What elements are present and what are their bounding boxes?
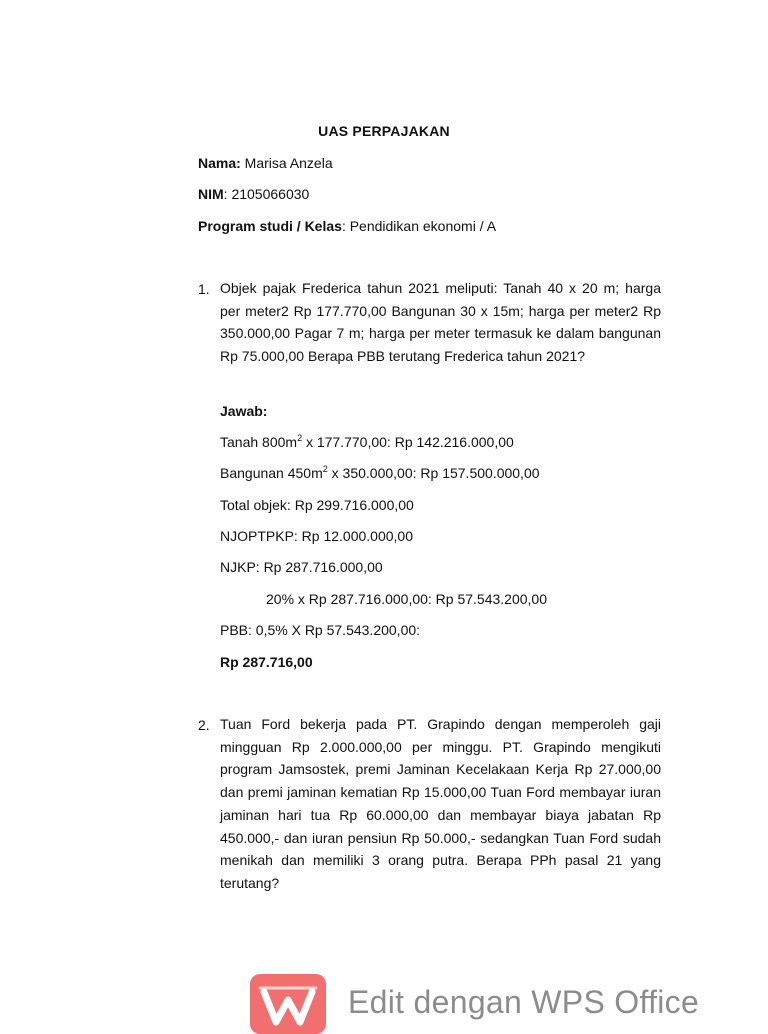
bangunan-prefix: Bangunan 450m <box>220 465 323 481</box>
question-1-text: Objek pajak Frederica tahun 2021 meliputi: Tanah 40 x 20 m; harga per meter2 Rp 177.770,00 Bangunan 30 x 15m; harga per meter2 Rp 350.000,00 Pagar 7 m; harga per meter termasuk ke dalam bangunan Rp 75.000,00 Berapa PBB terutang Frederica tahun 2021? <box>220 280 661 365</box>
student-nim-line <box>198 186 309 202</box>
question-2-text: Tuan Ford bekerja pada PT. Grapindo dengan memperoleh gaji mingguan Rp 2.000.000,00 per minggu. PT. Grapindo mengikuti program Jamsostek, premi Jaminan Kecelakaan Kerja Rp 27.000,00 dan premi jaminan kematian Rp 15.000,00 Tuan Ford membayar iuran jaminan hari tua Rp 60.000,00 dan membayar biaya jabatan Rp 450.000,- dan iuran pensiun Rp 50.000,- sedangkan Tuan Ford sudah menikah dan memiliki 3 orang putra. Berapa PPh pasal 21 yang terutang? <box>220 716 661 891</box>
answer-bangunan <box>220 465 540 481</box>
name-value: Marisa Anzela <box>240 155 333 171</box>
answer-tanah <box>220 434 514 450</box>
tanah-sup: 2 <box>297 433 303 443</box>
wps-office-banner[interactable] <box>250 972 730 1032</box>
program-value: : Pendidikan ekonomi / A <box>341 218 497 234</box>
tanah-suffix: x 177.770,00: Rp 142.216.000,00 <box>302 434 514 450</box>
bangunan-suffix: x 350.000,00: Rp 157.500.000,00 <box>327 465 540 481</box>
answer-njoptkp: NJOPTPKP: Rp 12.000.000,00 <box>220 528 413 544</box>
answer-result: Rp 287.716,00 <box>220 654 313 670</box>
wps-logo-icon[interactable] <box>250 974 326 1034</box>
answer-njkp-calc: 20% x Rp 287.716.000,00: Rp 57.543.200,00 <box>266 591 547 607</box>
answer-pbb: PBB: 0,5% X Rp 57.543.200,00: <box>220 622 421 638</box>
student-name-line <box>198 155 333 171</box>
nim-label: NIM <box>198 186 224 202</box>
document-title: UAS PERPAJAKAN <box>318 123 450 139</box>
answer-label: Jawab: <box>220 403 268 419</box>
program-label: Program studi / Kelas <box>198 218 342 234</box>
question-1-number: 1. <box>198 281 210 297</box>
answer-njkp: NJKP: Rp 287.716.000,00 <box>220 559 383 575</box>
answer-total: Total objek: Rp 299.716.000,00 <box>220 497 414 513</box>
bangunan-sup: 2 <box>322 464 328 474</box>
nim-value: : 2105066030 <box>223 186 310 202</box>
name-label: Nama: <box>198 155 241 171</box>
tanah-prefix: Tanah 800m <box>220 434 298 450</box>
student-program-line <box>198 218 496 234</box>
wps-banner-text[interactable]: Edit dengan WPS Office <box>348 984 700 1020</box>
question-2-number: 2. <box>198 717 210 733</box>
